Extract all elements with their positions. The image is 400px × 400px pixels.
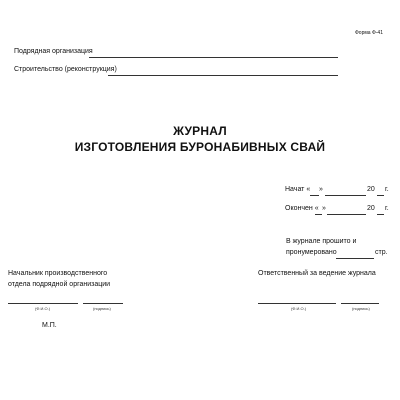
form-code: Форма Ф-41 <box>355 30 383 36</box>
pages-line2: пронумеровано <box>286 249 337 256</box>
right-fio-field[interactable] <box>258 303 336 304</box>
end-day-field[interactable] <box>315 214 322 215</box>
left-fio-caption: (Ф.И.О.) <box>35 306 51 311</box>
left-sign-line2: отдела подрядной организации <box>8 281 111 288</box>
stamp-label: М.П. <box>42 322 57 329</box>
start-date-label: Начат « <box>285 186 311 193</box>
construction-label: Строительство (реконструкция) <box>14 66 117 73</box>
left-fio-field[interactable] <box>8 303 78 304</box>
start-month-field[interactable] <box>325 195 366 196</box>
pages-suffix: стр. <box>375 249 388 256</box>
right-signature-field[interactable] <box>341 303 379 304</box>
contractor-label: Подрядная организация <box>14 48 93 55</box>
contractor-field[interactable] <box>89 57 338 58</box>
start-year-field[interactable] <box>377 195 384 196</box>
start-year-suffix: г. <box>385 186 389 193</box>
construction-field[interactable] <box>108 75 338 76</box>
right-signature-caption: (подпись) <box>352 306 370 311</box>
start-day-field[interactable] <box>310 195 319 196</box>
end-year-prefix: 20 <box>367 205 375 212</box>
left-signature-field[interactable] <box>83 303 123 304</box>
right-fio-caption: (Ф.И.О.) <box>291 306 307 311</box>
end-year-field[interactable] <box>377 214 384 215</box>
right-sign-line1: Ответственный за ведение журнала <box>258 270 376 277</box>
end-year-suffix: г. <box>385 205 389 212</box>
start-year-prefix: 20 <box>367 186 375 193</box>
start-day-close: » <box>319 186 323 193</box>
pages-count-field[interactable] <box>336 258 374 259</box>
pages-line1: В журнале прошито и <box>286 238 357 245</box>
end-day-close: » <box>322 205 326 212</box>
left-signature-caption: (подпись) <box>93 306 111 311</box>
end-month-field[interactable] <box>327 214 366 215</box>
journal-title-line1: ЖУРНАЛ <box>173 124 227 138</box>
end-date-label: Окончен « <box>285 205 319 212</box>
journal-title-line2: ИЗГОТОВЛЕНИЯ БУРОНАБИВНЫХ СВАЙ <box>74 140 326 154</box>
left-sign-line1: Начальник производственного <box>8 270 108 277</box>
